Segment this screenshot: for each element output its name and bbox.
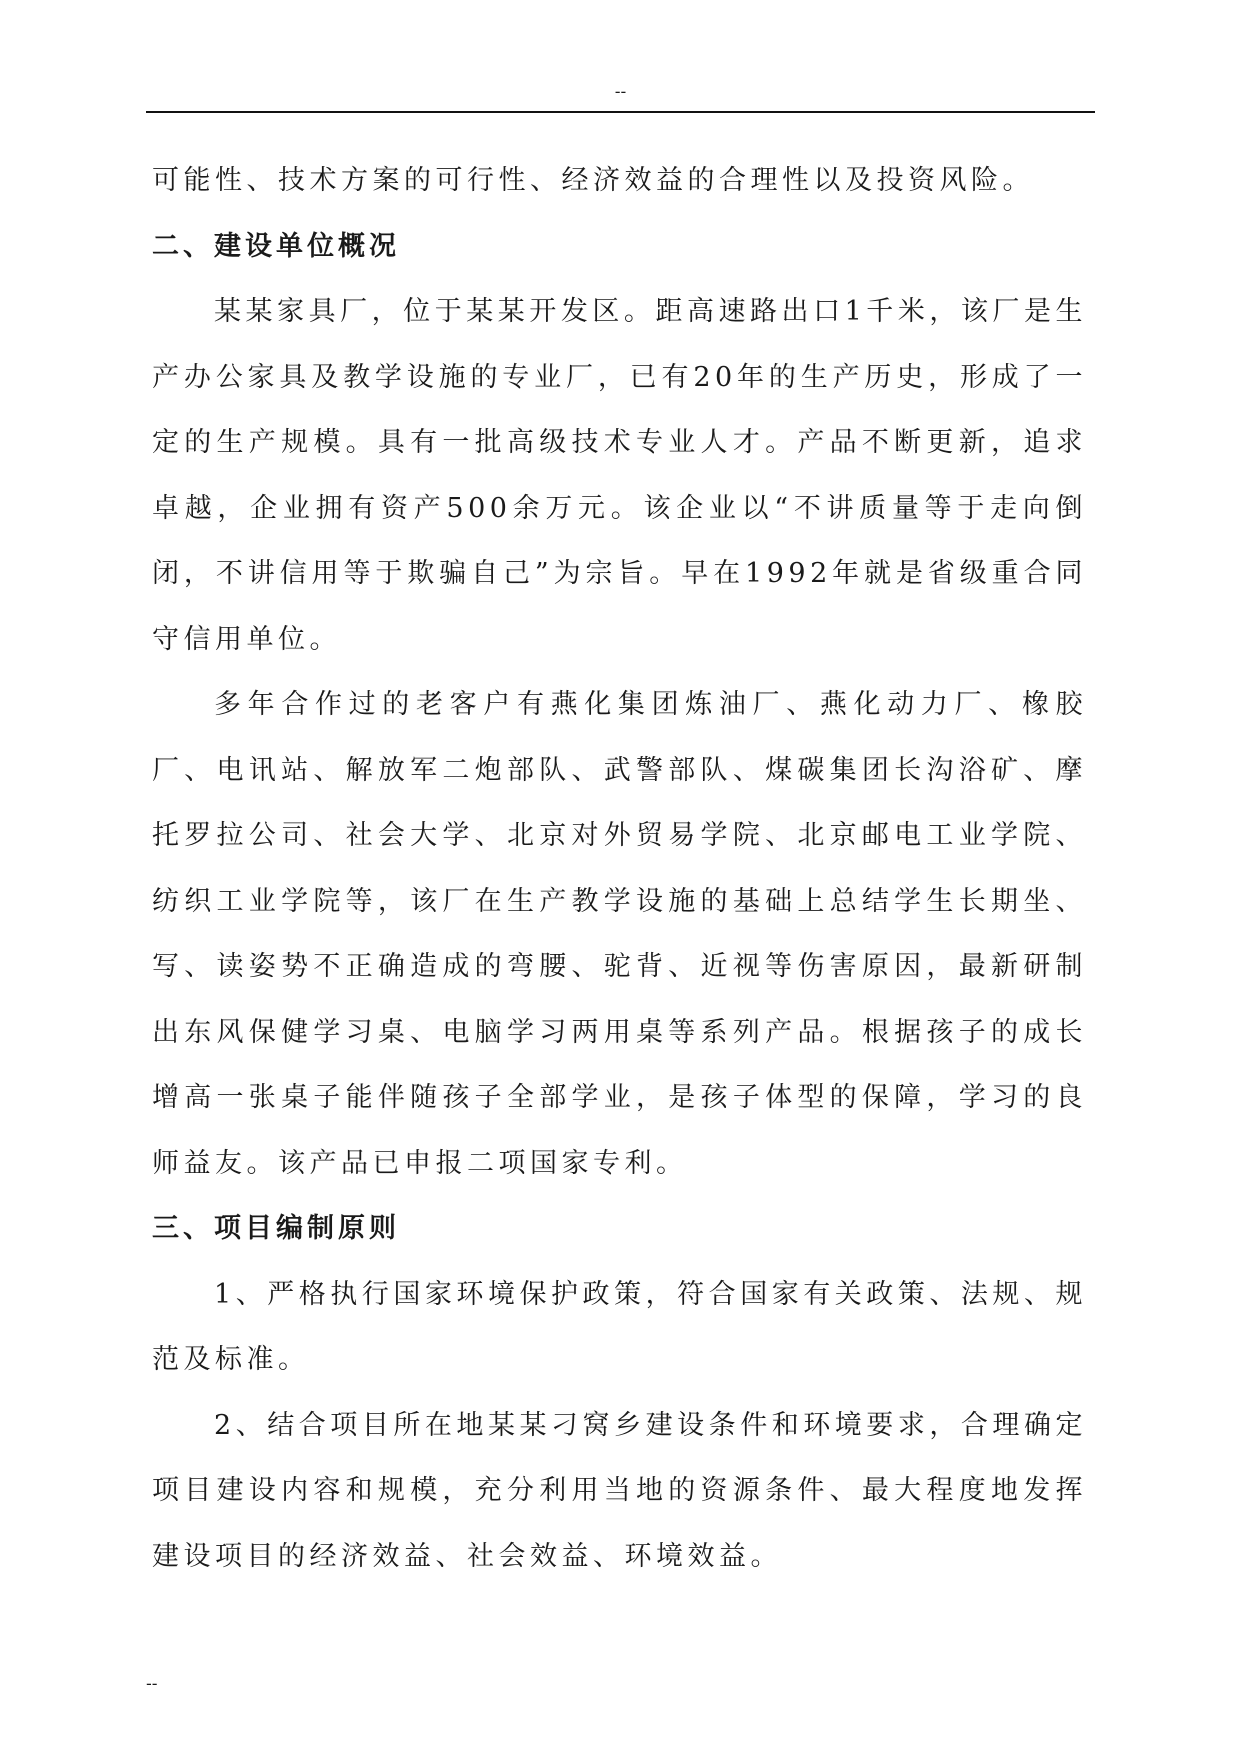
document-body	[152, 148, 1087, 1589]
paragraph-clients-products: 多年合作过的老客户有燕化集团炼油厂、燕化动力厂、橡胶厂、电讯站、解放军二炮部队、武警部队、煤碳集团长沟浴矿、摩托罗拉公司、社会大学、北京对外贸易学院、北京邮电工业学院、纺织工业学院等，该厂在生产教学设施的基础上总结学生长期坐、写、读姿势不正确造成的弯腰、驼背、近视等伤害原因，最新研制出东风保健学习桌、电脑学习两用桌等系列产品。根据孩子的成长增高一张桌子能伴随孩子全部学业，是孩子体型的保障，学习的良师益友。该产品已申报二项国家专利。	[152, 689, 1087, 1179]
page-header-mark: --	[614, 82, 627, 101]
paragraph-company-intro: 某某家具厂，位于某某开发区。距高速路出口1千米，该厂是生产办公家具及教学设施的专业厂，已有20年的生产历史，形成了一定的生产规模。具有一批高级技术专业人才。产品不断更新，追求卓越，企业拥有资产500余万元。该企业以“不讲质量等于走向倒闭，不讲信用等于欺骗自己”为宗旨。早在1992年就是省级重合同守信用单位。	[152, 296, 1087, 655]
paragraph-principle-1: 1、严格执行国家环境保护政策，符合国家有关政策、法规、规范及标准。	[152, 1278, 1087, 1375]
page-footer-mark: --	[146, 1674, 158, 1693]
paragraph-principle-2: 2、结合项目所在地某某刁窝乡建设条件和环境要求，合理确定项目建设内容和规模，充分利用当地的资源条件、最大程度地发挥建设项目的经济效益、社会效益、环境效益。	[152, 1409, 1087, 1572]
section-heading-company-overview: 二、建设单位概况	[152, 230, 400, 262]
section-heading-principles: 三、项目编制原则	[152, 1213, 400, 1244]
header-rule	[146, 111, 1095, 113]
intro-continuation: 可能性、技术方案的可行性、经济效益的合理性以及投资风险。	[152, 165, 1034, 196]
